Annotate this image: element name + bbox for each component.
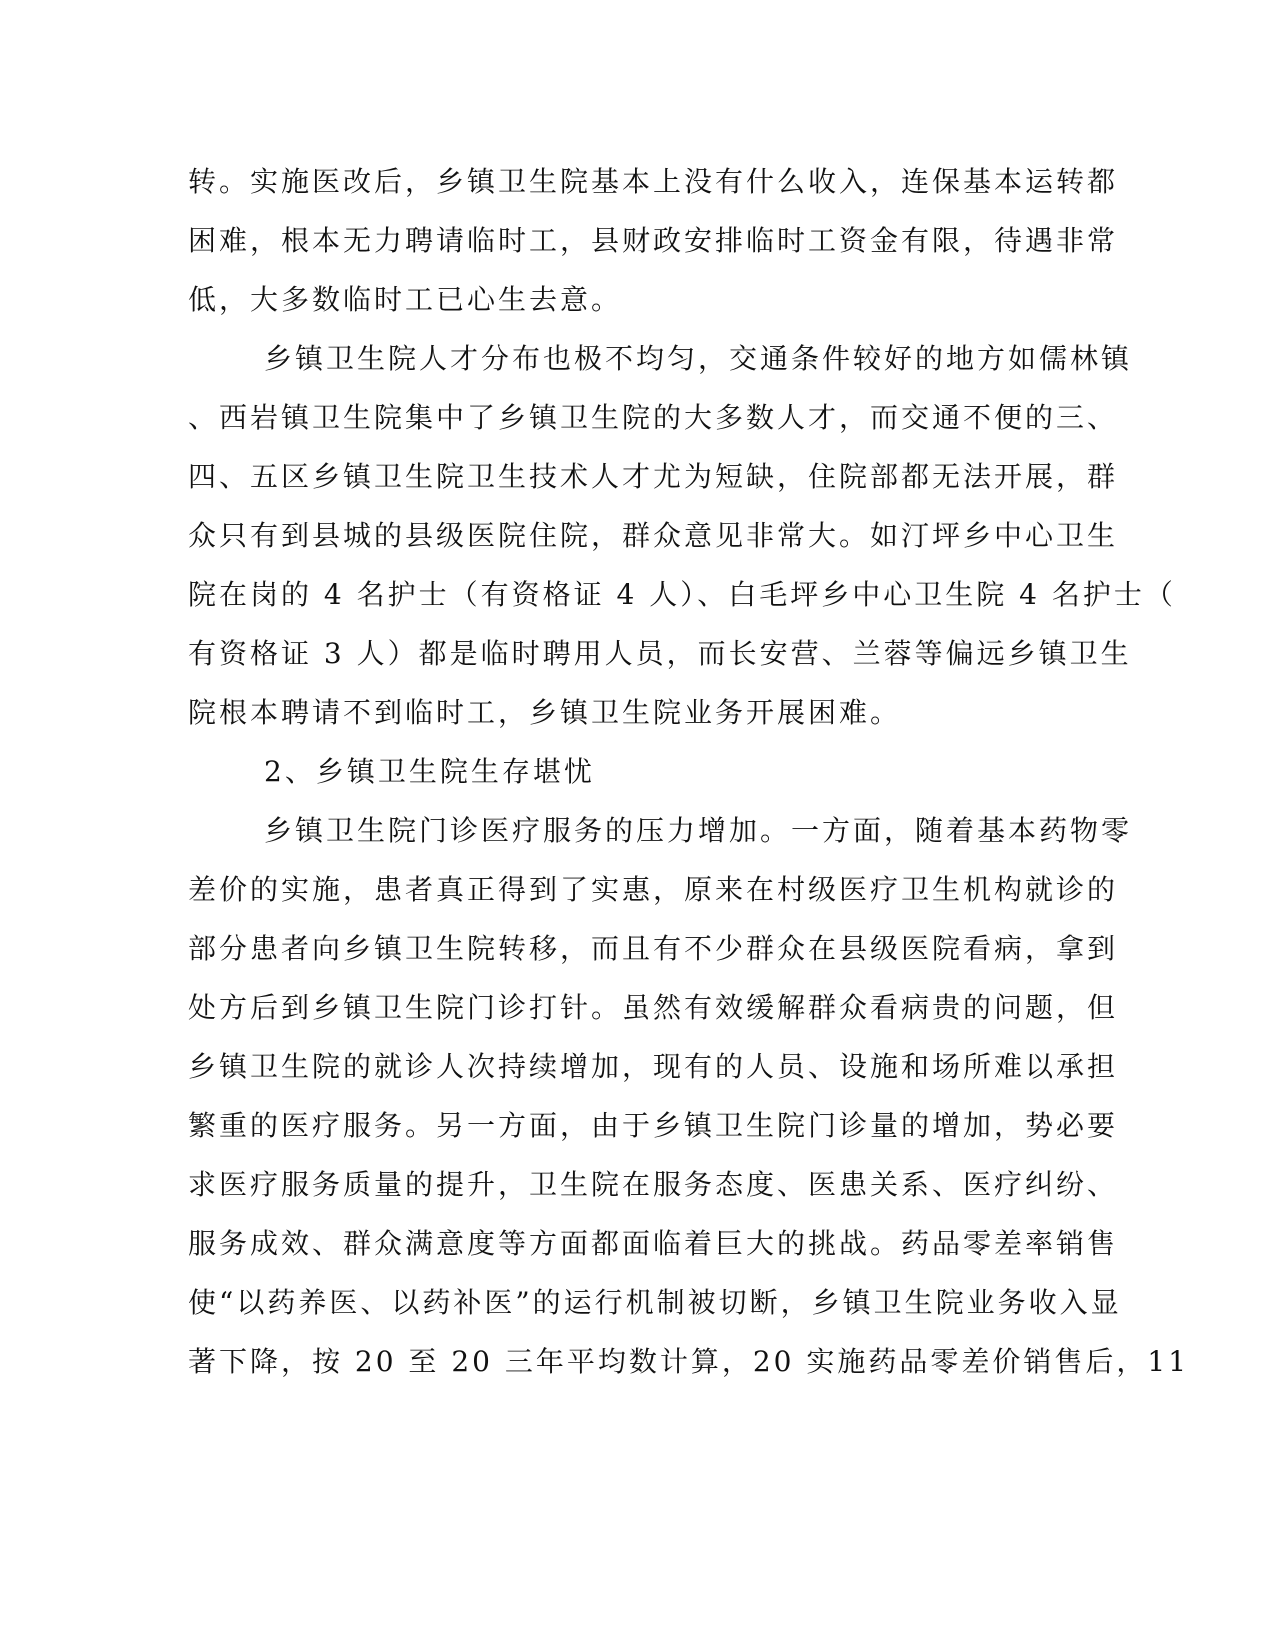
text-line: 转。实施医改后，乡镇卫生院基本上没有什么收入，连保基本运转都 <box>188 165 1119 198</box>
text-line: 繁重的医疗服务。另一方面，由于乡镇卫生院门诊量的增加，势必要 <box>188 1109 1119 1142</box>
text-line: 众只有到县城的县级医院住院，群众意见非常大。如汀坪乡中心卫生 <box>188 519 1119 552</box>
text-line: 有资格证 3 人）都是临时聘用人员，而长安营、兰蓉等偏远乡镇卫生 <box>188 637 1132 670</box>
text-line: 使“以药养医、以药补医”的运行机制被切断，乡镇卫生院业务收入显 <box>188 1286 1122 1319</box>
text-line: 差价的实施，患者真正得到了实惠，原来在村级医疗卫生机构就诊的 <box>188 873 1119 906</box>
text-line: 乡镇卫生院的就诊人次持续增加，现有的人员、设施和场所难以承担 <box>188 1050 1119 1083</box>
text-line: 著下降，按 20 至 20 三年平均数计算，20 实施药品零差价销售后，11 <box>188 1345 1190 1378</box>
text-line: 、西岩镇卫生院集中了乡镇卫生院的大多数人才，而交通不便的三、 <box>188 401 1119 434</box>
text-line: 四、五区乡镇卫生院卫生技术人才尤为短缺，住院部都无法开展，群 <box>188 460 1119 493</box>
text-line: 部分患者向乡镇卫生院转移，而且有不少群众在县级医院看病，拿到 <box>188 932 1119 965</box>
text-line: 院在岗的 4 名护士（有资格证 4 人）、白毛坪乡中心卫生院 4 名护士（ <box>188 578 1176 611</box>
paragraph-start-line: 乡镇卫生院门诊医疗服务的压力增加。一方面，随着基本药物零 <box>264 814 1133 847</box>
text-line: 困难，根本无力聘请临时工，县财政安排临时工资金有限，待遇非常 <box>188 224 1119 257</box>
text-line: 处方后到乡镇卫生院门诊打针。虽然有效缓解群众看病贵的问题，但 <box>188 991 1119 1024</box>
text-line: 服务成效、群众满意度等方面都面临着巨大的挑战。药品零差率销售 <box>188 1227 1119 1260</box>
paragraph-start-line: 乡镇卫生院人才分布也极不均匀，交通条件较好的地方如儒林镇 <box>264 342 1133 375</box>
text-line: 低，大多数临时工已心生去意。 <box>188 283 623 316</box>
section-heading: 2、乡镇卫生院生存堪忧 <box>264 755 595 788</box>
text-line: 院根本聘请不到临时工，乡镇卫生院业务开展困难。 <box>188 696 902 729</box>
text-line: 求医疗服务质量的提升，卫生院在服务态度、医患关系、医疗纠纷、 <box>188 1168 1119 1201</box>
